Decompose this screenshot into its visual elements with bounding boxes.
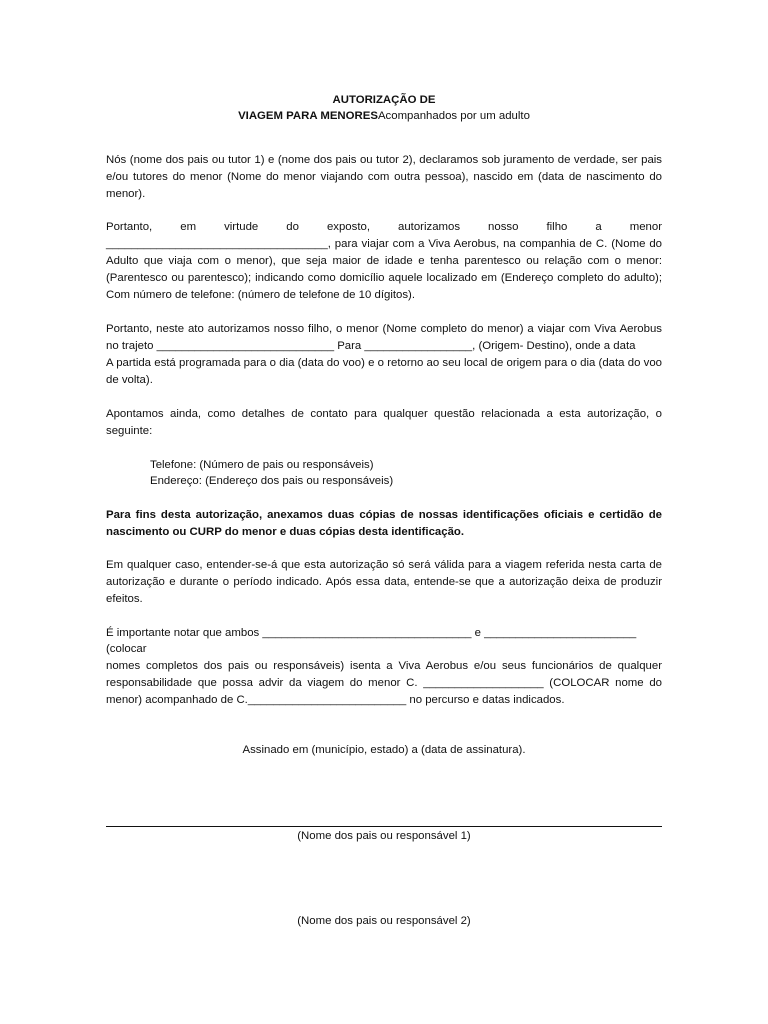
- paragraph-departure: A partida está programada para o dia (data do voo) e o retorno ao seu local de origem para o dia (data do voo de volta).: [106, 357, 662, 386]
- paragraph-liability-body: nomes completos dos pais ou responsáveis) isenta a Viva Aerobus e/ou seus funcionários de qualquer responsabilidade que possa advir da viagem do menor C. ___________________ (COLOCAR nome do menor) acompanhado de C._________________________ no percurso e datas indicados.: [106, 660, 662, 706]
- paragraph-route: Portanto, neste ato autorizamos nosso filho, o menor (Nome completo do menor) a viajar com Viva Aerobus no trajeto ____________________________ Para _________________, (Origem- Destino), onde a data: [106, 323, 662, 352]
- paragraph-contact-intro: Apontamos ainda, como detalhes de contato para qualquer questão relacionada a esta autorização, o seguinte:: [106, 408, 662, 437]
- contact-address: Endereço: (Endereço dos pais ou responsáveis): [150, 475, 394, 487]
- paragraph-liability-line2: (colocar: [106, 643, 147, 655]
- document-title-line2: [106, 108, 662, 125]
- signature-line-1: [106, 826, 662, 827]
- paragraph-attachments: Para fins desta autorização, anexamos duas cópias de nossas identificações oficiais e certidão de nascimento ou CURP do menor e duas cópias desta identificação.: [106, 509, 662, 538]
- signed-place-date: Assinado em (município, estado) a (data de assinatura).: [242, 744, 526, 756]
- title-regular-part: Acompanhados por um adulto: [377, 110, 530, 122]
- paragraph-liability-line1: É importante notar que ambos _________________________________ e ________________________: [106, 627, 637, 639]
- contact-phone: Telefone: (Número de pais ou responsáveis): [150, 459, 374, 471]
- title-bold-part: VIAGEM PARA MENORES: [238, 110, 378, 122]
- document-title-line1: AUTORIZAÇÃO DE: [332, 94, 436, 106]
- signature-label-2: (Nome dos pais ou responsável 2): [297, 915, 471, 927]
- paragraph-authorization: Portanto, em virtude do exposto, autorizamos nosso filho a menor ___________________________________, para viajar com a Viva Aerobus, na companhia de C. (Nome do Adulto que viaja com o menor), que seja maior de idade e tenha parentesco ou relação com o menor: (Parentesco ou parentesco); indicando como domicílio aquele localizado em (Endereço completo do adulto); Com número de telefone: (número de telefone de 10 dígitos).: [106, 221, 662, 301]
- paragraph-declaration: Nós (nome dos pais ou tutor 1) e (nome dos pais ou tutor 2), declaramos sob juramento de verdade, ser pais e/ou tutores do menor (Nome do menor viajando com outra pessoa), nascido em (data de nascimento do menor).: [106, 154, 662, 200]
- signature-label-1: (Nome dos pais ou responsável 1): [297, 830, 471, 842]
- paragraph-validity: Em qualquer caso, entender-se-á que esta autorização só será válida para a viagem referida nesta carta de autorização e durante o período indicado. Após essa data, entende-se que a autorização deixa de produzir efeitos.: [106, 559, 662, 605]
